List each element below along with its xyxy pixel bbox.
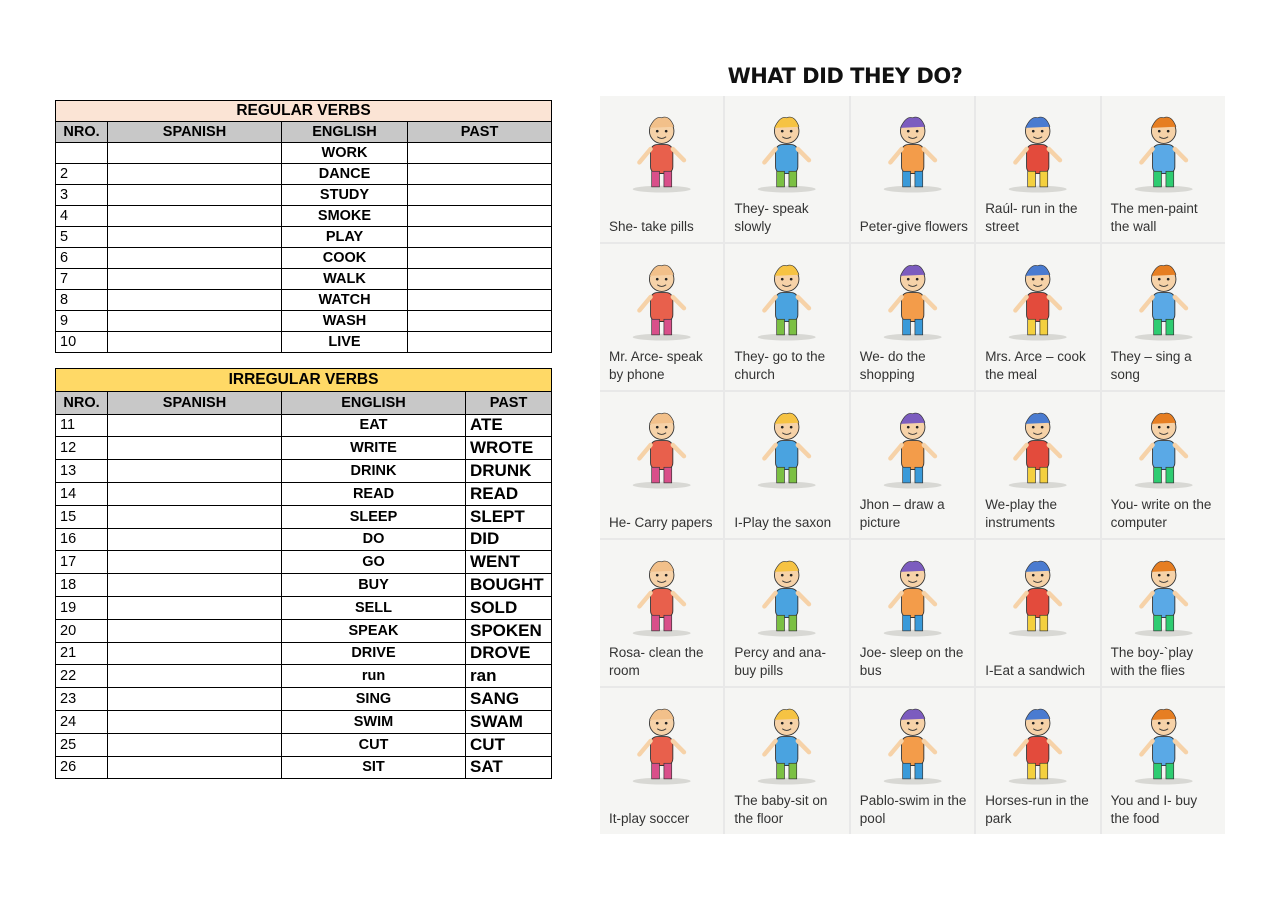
cartoon-figure <box>857 546 968 640</box>
picture-caption: The boy-`play with the flies <box>1110 645 1194 678</box>
cartoon-illustration <box>982 102 1093 196</box>
row-number: 5 <box>56 227 108 248</box>
row-number: 16 <box>56 528 108 551</box>
english-verb: COOK <box>282 248 408 269</box>
header-spanish: SPANISH <box>108 391 282 414</box>
picture-caption: Peter-give flowers <box>859 219 968 234</box>
cartoon-illustration <box>1108 398 1219 492</box>
past-cell <box>408 248 552 269</box>
cartoon-figure <box>1108 250 1219 344</box>
cartoon-illustration <box>731 546 842 640</box>
table-row <box>56 269 552 290</box>
spanish-cell <box>108 733 282 756</box>
cartoon-illustration <box>1108 694 1219 788</box>
spanish-cell <box>108 248 282 269</box>
regular-verbs-title-row <box>56 101 552 122</box>
table-row <box>56 164 552 185</box>
past-verb: DROVE <box>466 642 552 665</box>
spanish-cell <box>108 505 282 528</box>
cartoon-figure <box>731 694 842 788</box>
picture-cell <box>976 244 1099 390</box>
spanish-cell <box>108 164 282 185</box>
cartoon-illustration <box>982 546 1093 640</box>
row-number: 22 <box>56 665 108 688</box>
cartoon-figure <box>606 694 717 788</box>
cartoon-figure <box>982 546 1093 640</box>
picture-cell <box>1102 96 1225 242</box>
english-verb: SPEAK <box>282 619 466 642</box>
row-number: 11 <box>56 414 108 437</box>
cartoon-illustration <box>982 250 1093 344</box>
cartoon-illustration <box>857 694 968 788</box>
past-verb: ATE <box>466 414 552 437</box>
cartoon-figure <box>731 398 842 492</box>
english-verb: WASH <box>282 311 408 332</box>
past-verb: SLEPT <box>466 505 552 528</box>
picture-caption: She- take pills <box>609 219 694 234</box>
english-verb: DO <box>282 528 466 551</box>
past-cell <box>408 269 552 290</box>
picture-cell <box>851 540 974 686</box>
cartoon-figure <box>606 398 717 492</box>
table-row <box>56 596 552 619</box>
past-verb: BOUGHT <box>466 574 552 597</box>
english-verb: READ <box>282 482 466 505</box>
table-row <box>56 332 552 353</box>
past-verb: WENT <box>466 551 552 574</box>
table-row <box>56 688 552 711</box>
table-row <box>56 528 552 551</box>
english-verb: DRIVE <box>282 642 466 665</box>
picture-caption: We-play the instruments <box>985 497 1057 530</box>
english-verb: SWIM <box>282 710 466 733</box>
picture-caption: You and I- buy the food <box>1110 793 1198 826</box>
past-verb: DRUNK <box>466 460 552 483</box>
past-cell <box>408 206 552 227</box>
irregular-verbs-table <box>55 368 552 779</box>
cartoon-illustration <box>606 398 717 492</box>
row-number: 4 <box>56 206 108 227</box>
picture-cell <box>851 96 974 242</box>
cartoon-figure <box>982 102 1093 196</box>
picture-caption: Mrs. Arce – cook the meal <box>985 349 1086 382</box>
english-verb: GO <box>282 551 466 574</box>
spanish-cell <box>108 414 282 437</box>
regular-verbs-title: REGULAR VERBS <box>56 101 552 122</box>
past-verb: ran <box>466 665 552 688</box>
cartoon-figure <box>982 398 1093 492</box>
table-row <box>56 460 552 483</box>
picture-caption: They- speak slowly <box>734 201 809 234</box>
cartoon-illustration <box>857 250 968 344</box>
english-verb: BUY <box>282 574 466 597</box>
cartoon-figure <box>1108 102 1219 196</box>
picture-cell <box>725 244 848 390</box>
irregular-verbs-header-row <box>56 391 552 414</box>
row-number: 3 <box>56 185 108 206</box>
regular-verbs-table <box>55 100 552 353</box>
english-verb: run <box>282 665 466 688</box>
cartoon-illustration <box>731 398 842 492</box>
spanish-cell <box>108 551 282 574</box>
past-verb: SOLD <box>466 596 552 619</box>
table-row <box>56 143 552 164</box>
past-verb: SPOKEN <box>466 619 552 642</box>
table-row <box>56 574 552 597</box>
english-verb: SLEEP <box>282 505 466 528</box>
picture-cell <box>1102 392 1225 538</box>
table-row <box>56 437 552 460</box>
header-spanish: SPANISH <box>108 122 282 143</box>
cartoon-illustration <box>857 546 968 640</box>
english-verb: WATCH <box>282 290 408 311</box>
cartoon-illustration <box>731 250 842 344</box>
spanish-cell <box>108 688 282 711</box>
header-past: PAST <box>408 122 552 143</box>
past-verb: DID <box>466 528 552 551</box>
spanish-cell <box>108 619 282 642</box>
cartoon-illustration <box>606 102 717 196</box>
row-number: 8 <box>56 290 108 311</box>
cartoon-figure <box>857 398 968 492</box>
spanish-cell <box>108 596 282 619</box>
spanish-cell <box>108 227 282 248</box>
header-nro: NRO. <box>56 122 108 143</box>
row-number: 9 <box>56 311 108 332</box>
spanish-cell <box>108 311 282 332</box>
row-number: 19 <box>56 596 108 619</box>
table-row <box>56 290 552 311</box>
cartoon-figure <box>731 546 842 640</box>
cartoon-figure <box>982 694 1093 788</box>
picture-caption: They – sing a song <box>1110 349 1192 382</box>
picture-caption: Mr. Arce- speak by phone <box>609 349 703 382</box>
english-verb: SELL <box>282 596 466 619</box>
english-verb: WRITE <box>282 437 466 460</box>
picture-cell <box>1102 688 1225 834</box>
picture-cell <box>851 688 974 834</box>
table-row <box>56 482 552 505</box>
picture-cell <box>725 688 848 834</box>
past-verb: SANG <box>466 688 552 711</box>
picture-cell <box>976 96 1099 242</box>
cartoon-illustration <box>731 694 842 788</box>
english-verb: EAT <box>282 414 466 437</box>
picture-grid <box>600 96 1225 834</box>
row-number: 26 <box>56 756 108 779</box>
past-verb: SAT <box>466 756 552 779</box>
picture-cell <box>851 392 974 538</box>
picture-cell <box>1102 540 1225 686</box>
english-verb: LIVE <box>282 332 408 353</box>
past-verb: READ <box>466 482 552 505</box>
row-number: 7 <box>56 269 108 290</box>
english-verb: SMOKE <box>282 206 408 227</box>
cartoon-illustration <box>1108 250 1219 344</box>
row-number: 14 <box>56 482 108 505</box>
cartoon-illustration <box>606 546 717 640</box>
picture-caption: Horses-run in the park <box>985 793 1089 826</box>
picture-cell <box>976 392 1099 538</box>
english-verb: DRINK <box>282 460 466 483</box>
picture-caption: Jhon – draw a picture <box>859 497 945 530</box>
spanish-cell <box>108 437 282 460</box>
header-english: ENGLISH <box>282 122 408 143</box>
cartoon-illustration <box>1108 546 1219 640</box>
cartoon-figure <box>1108 398 1219 492</box>
table-row <box>56 710 552 733</box>
picture-caption: Joe- sleep on the bus <box>859 645 964 678</box>
cartoon-illustration <box>606 250 717 344</box>
spanish-cell <box>108 206 282 227</box>
row-number: 20 <box>56 619 108 642</box>
picture-caption: The men-paint the wall <box>1110 201 1198 234</box>
picture-cell <box>600 244 723 390</box>
table-row <box>56 619 552 642</box>
picture-cell <box>725 540 848 686</box>
spanish-cell <box>108 710 282 733</box>
picture-caption: He- Carry papers <box>609 515 713 530</box>
table-row <box>56 227 552 248</box>
picture-cell <box>976 688 1099 834</box>
spanish-cell <box>108 185 282 206</box>
cartoon-illustration <box>606 694 717 788</box>
row-number: 10 <box>56 332 108 353</box>
cartoon-illustration <box>1108 102 1219 196</box>
picture-cell <box>725 392 848 538</box>
picture-cell <box>976 540 1099 686</box>
english-verb: WORK <box>282 143 408 164</box>
spanish-cell <box>108 290 282 311</box>
cartoon-figure <box>731 102 842 196</box>
picture-caption: They- go to the church <box>734 349 826 382</box>
spanish-cell <box>108 574 282 597</box>
cartoon-illustration <box>857 398 968 492</box>
table-row <box>56 733 552 756</box>
spanish-cell <box>108 460 282 483</box>
table-row <box>56 311 552 332</box>
regular-verbs-header-row <box>56 122 552 143</box>
picture-cell <box>600 540 723 686</box>
worksheet-title: WHAT DID THEY DO? <box>727 64 963 88</box>
picture-caption: I-Play the saxon <box>734 515 832 530</box>
english-verb: DANCE <box>282 164 408 185</box>
row-number: 6 <box>56 248 108 269</box>
picture-cell <box>851 244 974 390</box>
picture-caption: We- do the shopping <box>859 349 926 382</box>
past-verb: SWAM <box>466 710 552 733</box>
picture-caption: It-play soccer <box>609 811 690 826</box>
cartoon-figure <box>731 250 842 344</box>
past-cell <box>408 227 552 248</box>
spanish-cell <box>108 756 282 779</box>
cartoon-figure <box>606 250 717 344</box>
irregular-verbs-title-row <box>56 369 552 392</box>
past-cell <box>408 143 552 164</box>
header-english: ENGLISH <box>282 391 466 414</box>
table-row <box>56 414 552 437</box>
spanish-cell <box>108 642 282 665</box>
cartoon-figure <box>857 250 968 344</box>
cartoon-illustration <box>982 694 1093 788</box>
spanish-cell <box>108 269 282 290</box>
row-number: 17 <box>56 551 108 574</box>
table-row <box>56 642 552 665</box>
english-verb: CUT <box>282 733 466 756</box>
row-number: 18 <box>56 574 108 597</box>
table-row <box>56 185 552 206</box>
past-cell <box>408 164 552 185</box>
english-verb: SING <box>282 688 466 711</box>
row-number: 25 <box>56 733 108 756</box>
past-cell <box>408 290 552 311</box>
table-row <box>56 505 552 528</box>
past-cell <box>408 185 552 206</box>
table-row <box>56 248 552 269</box>
english-verb: STUDY <box>282 185 408 206</box>
table-row <box>56 551 552 574</box>
table-row <box>56 756 552 779</box>
cartoon-illustration <box>731 102 842 196</box>
past-verb: CUT <box>466 733 552 756</box>
row-number: 21 <box>56 642 108 665</box>
spanish-cell <box>108 332 282 353</box>
cartoon-illustration <box>982 398 1093 492</box>
spanish-cell <box>108 143 282 164</box>
cartoon-figure <box>982 250 1093 344</box>
past-cell <box>408 332 552 353</box>
cartoon-figure <box>606 102 717 196</box>
picture-cell <box>1102 244 1225 390</box>
spanish-cell <box>108 482 282 505</box>
spanish-cell <box>108 665 282 688</box>
row-number: 24 <box>56 710 108 733</box>
spanish-cell <box>108 528 282 551</box>
cartoon-figure <box>857 102 968 196</box>
row-number: 15 <box>56 505 108 528</box>
picture-caption: Pablo-swim in the pool <box>859 793 967 826</box>
cartoon-figure <box>857 694 968 788</box>
table-row <box>56 206 552 227</box>
picture-cell <box>600 96 723 242</box>
row-number: 13 <box>56 460 108 483</box>
picture-caption: I-Eat a sandwich <box>985 663 1085 678</box>
header-past: PAST <box>466 391 552 414</box>
cartoon-figure <box>1108 546 1219 640</box>
english-verb: PLAY <box>282 227 408 248</box>
picture-cell <box>600 688 723 834</box>
picture-caption: You- write on the computer <box>1110 497 1212 530</box>
cartoon-figure <box>1108 694 1219 788</box>
english-verb: WALK <box>282 269 408 290</box>
english-verb: SIT <box>282 756 466 779</box>
row-number: 2 <box>56 164 108 185</box>
picture-caption: Raúl- run in the street <box>985 201 1078 234</box>
row-number: 23 <box>56 688 108 711</box>
irregular-verbs-title: IRREGULAR VERBS <box>56 369 552 392</box>
row-number: 12 <box>56 437 108 460</box>
table-row <box>56 665 552 688</box>
picture-cell <box>725 96 848 242</box>
picture-caption: Rosa- clean the room <box>609 645 704 678</box>
past-cell <box>408 311 552 332</box>
picture-caption: The baby-sit on the floor <box>734 793 828 826</box>
picture-cell <box>600 392 723 538</box>
header-nro: NRO. <box>56 391 108 414</box>
row-number <box>56 143 108 164</box>
cartoon-figure <box>606 546 717 640</box>
picture-caption: Percy and ana- buy pills <box>734 645 826 678</box>
past-verb: WROTE <box>466 437 552 460</box>
cartoon-illustration <box>857 102 968 196</box>
